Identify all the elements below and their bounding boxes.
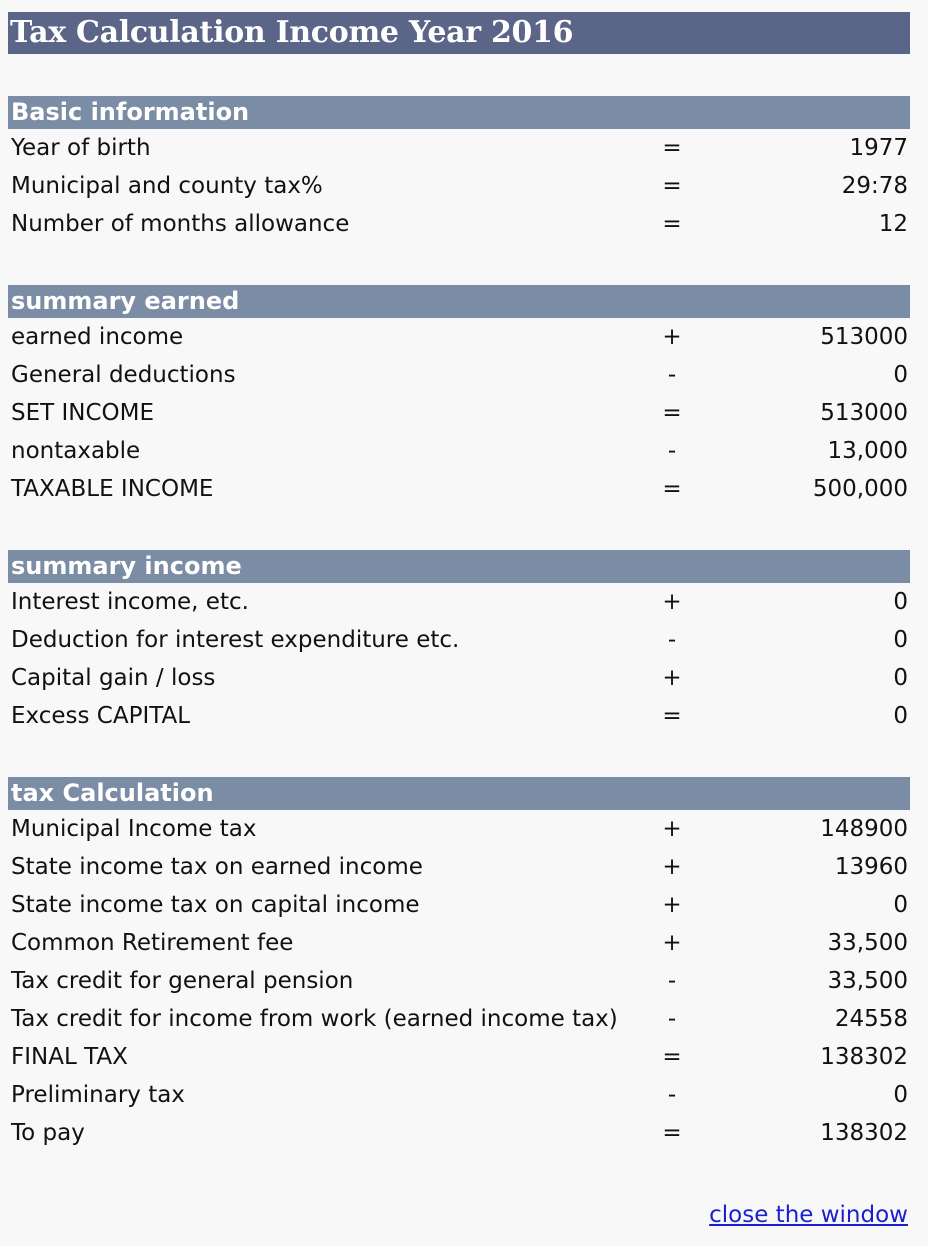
row-operator: = [662, 400, 682, 426]
row-value: 33,500 [827, 930, 908, 956]
row-value: 29:78 [841, 173, 908, 199]
row-operator: + [662, 816, 682, 842]
row-label: Municipal and county tax% [11, 173, 323, 199]
row-value: 0 [893, 362, 908, 388]
table-row [8, 205, 910, 243]
row-label: Number of months allowance [11, 211, 350, 237]
row-operator: - [667, 362, 677, 388]
row-label: Interest income, etc. [11, 589, 249, 615]
table-row [8, 621, 910, 659]
table-row [8, 356, 910, 394]
row-label: State income tax on earned income [11, 854, 423, 880]
row-value: 13960 [834, 854, 908, 880]
section-header: tax Calculation [8, 777, 910, 810]
row-label: earned income [11, 324, 184, 350]
table-row [8, 318, 910, 356]
row-label: Tax credit for income from work (earned income tax) [11, 1006, 618, 1032]
row-value: 0 [893, 703, 908, 729]
table-row [8, 848, 910, 886]
row-value: 0 [893, 627, 908, 653]
row-operator: - [667, 1006, 677, 1032]
table-row [8, 394, 910, 432]
table-row [8, 1000, 910, 1038]
table-row [8, 962, 910, 1000]
section-header: Basic information [8, 96, 910, 129]
row-value: 0 [893, 1082, 908, 1108]
row-value: 12 [878, 211, 908, 237]
row-label: General deductions [11, 362, 236, 388]
row-operator: + [662, 589, 682, 615]
section-tax-calculation [8, 777, 910, 1152]
table-row [8, 886, 910, 924]
close-window-link[interactable]: close the window [709, 1202, 908, 1228]
row-operator: = [662, 1044, 682, 1070]
footer [709, 1198, 908, 1232]
row-operator: + [662, 854, 682, 880]
row-label: Municipal Income tax [11, 816, 257, 842]
row-label: State income tax on capital income [11, 892, 420, 918]
row-value: 1977 [849, 135, 908, 161]
table-row [8, 583, 910, 621]
section-header: summary earned [8, 285, 910, 318]
row-value: 513000 [820, 324, 908, 350]
section-summary-income [8, 550, 910, 735]
table-row [8, 167, 910, 205]
section-summary-earned [8, 285, 910, 508]
row-label: Year of birth [11, 135, 151, 161]
row-operator: - [667, 438, 677, 464]
row-value: 13,000 [827, 438, 908, 464]
row-operator: - [667, 1082, 677, 1108]
row-value: 148900 [820, 816, 908, 842]
table-row [8, 1114, 910, 1152]
table-row [8, 659, 910, 697]
table-row [8, 1076, 910, 1114]
row-operator: = [662, 703, 682, 729]
row-label: FINAL TAX [11, 1044, 128, 1070]
row-label: Tax credit for general pension [11, 968, 354, 994]
row-operator: = [662, 476, 682, 502]
row-label: TAXABLE INCOME [11, 476, 214, 502]
row-operator: - [667, 627, 677, 653]
row-label: Preliminary tax [11, 1082, 185, 1108]
row-value: 33,500 [827, 968, 908, 994]
row-operator: + [662, 665, 682, 691]
row-label: To pay [11, 1120, 85, 1146]
row-value: 138302 [820, 1044, 908, 1070]
section-header: summary income [8, 550, 910, 583]
row-operator: = [662, 211, 682, 237]
table-row [8, 924, 910, 962]
row-value: 0 [893, 665, 908, 691]
row-operator: = [662, 135, 682, 161]
table-row [8, 1038, 910, 1076]
table-row [8, 697, 910, 735]
row-operator: = [662, 173, 682, 199]
row-label: nontaxable [11, 438, 141, 464]
table-row [8, 810, 910, 848]
row-value: 138302 [820, 1120, 908, 1146]
row-label: SET INCOME [11, 400, 155, 426]
table-row [8, 129, 910, 167]
row-label: Excess CAPITAL [11, 703, 191, 729]
row-value: 0 [893, 589, 908, 615]
row-operator: + [662, 324, 682, 350]
row-operator: = [662, 1120, 682, 1146]
row-operator: + [662, 892, 682, 918]
row-value: 24558 [834, 1006, 908, 1032]
table-row [8, 432, 910, 470]
row-value: 0 [893, 892, 908, 918]
row-label: Capital gain / loss [11, 665, 216, 691]
row-operator: - [667, 968, 677, 994]
table-row [8, 470, 910, 508]
row-value: 513000 [820, 400, 908, 426]
row-value: 500,000 [812, 476, 908, 502]
tax-calculation-page [8, 12, 910, 1152]
section-basic-information [8, 96, 910, 243]
page-title: Tax Calculation Income Year 2016 [8, 12, 910, 54]
row-operator: + [662, 930, 682, 956]
row-label: Deduction for interest expenditure etc. [11, 627, 460, 653]
row-label: Common Retirement fee [11, 930, 294, 956]
